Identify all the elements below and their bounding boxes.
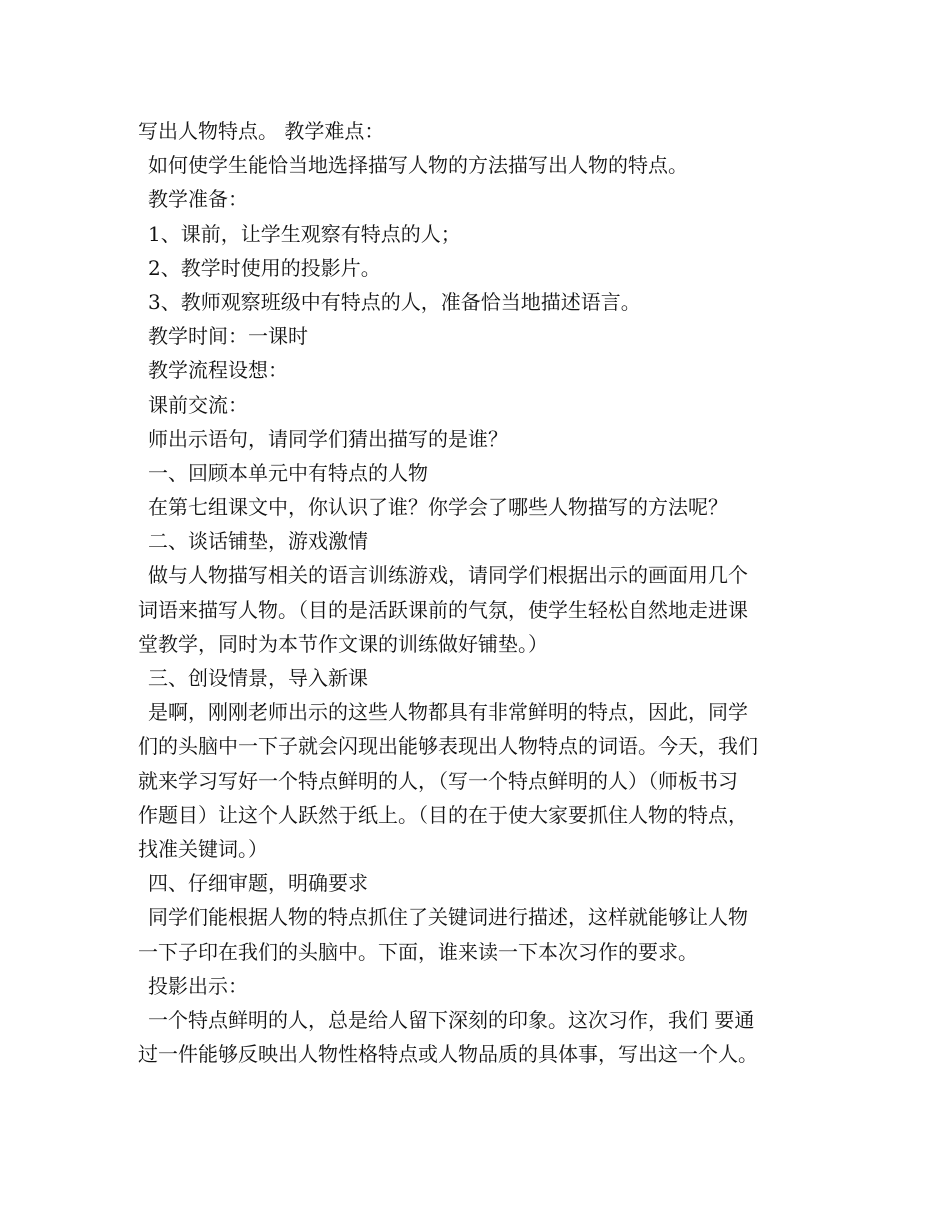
section-heading: 教学流程设想： xyxy=(148,358,288,383)
document-body xyxy=(138,114,818,1071)
text-line: 同学们能根据人物的特点抓住了关键词进行描述，这样就能够让人物 xyxy=(148,905,748,930)
section-heading: 四、仔细审题，明确要求 xyxy=(148,871,368,896)
list-item: 3、教师观察班级中有特点的人，准备恰当地描述语言。 xyxy=(148,289,641,314)
text-line: 在第七组课文中，你认识了谁？你学会了哪些人物描写的方法呢？ xyxy=(148,495,728,520)
section-heading: 二、谈话铺垫，游戏激情 xyxy=(148,529,368,554)
section-heading: 教学准备： xyxy=(148,187,248,212)
section-heading: 课前交流： xyxy=(148,392,248,417)
section-heading: 投影出示： xyxy=(148,973,248,998)
text-line: 找准关键词。） xyxy=(138,836,268,861)
text-line: 一下子印在我们的头脑中。下面，谁来读一下本次习作的要求。 xyxy=(138,939,698,964)
list-item: 2、教学时使用的投影片。 xyxy=(148,255,381,280)
list-item: 1、课前，让学生观察有特点的人； xyxy=(148,221,461,246)
text-line: 如何使学生能恰当地选择描写人物的方法描写出人物的特点。 xyxy=(148,153,688,178)
text-line: 一个特点鲜明的人，总是给人留下深刻的印象。这次习作，我们 要通 xyxy=(148,1007,755,1032)
text-line: 作题目）让这个人跃然于纸上。（目的在于使大家要抓住人物的特点， xyxy=(138,802,748,827)
text-line: 们的头脑中一下子就会闪现出能够表现出人物特点的词语。今天，我们 xyxy=(138,734,758,759)
text-line: 写出人物特点。 教学难点： xyxy=(138,119,385,143)
text-line: 过一件能够反映出人物性格特点或人物品质的具体事，写出这一个人。 xyxy=(138,1042,758,1067)
section-heading: 三、创设情景，导入新课 xyxy=(148,666,368,690)
text-line: 堂教学，同时为本节作文课的训练做好铺垫。） xyxy=(138,631,548,656)
text-line: 是啊，刚刚老师出示的这些人物都具有非常鲜明的特点，因此，同学 xyxy=(148,700,748,725)
text-line: 做与人物描写相关的语言训练游戏，请同学们根据出示的画面用几个 xyxy=(148,563,748,588)
text-line: 就来学习写好一个特点鲜明的人，（写一个特点鲜明的人）（师板书习 xyxy=(138,768,738,793)
text-line: 师出示语句，请同学们猜出描写的是谁？ xyxy=(148,426,508,451)
text-line: 词语来描写人物。（目的是活跃课前的气氛，使学生轻松自然地走进课 xyxy=(138,597,748,622)
section-heading: 一、回顾本单元中有特点的人物 xyxy=(148,460,428,485)
section-heading: 教学时间：一课时 xyxy=(148,324,308,349)
